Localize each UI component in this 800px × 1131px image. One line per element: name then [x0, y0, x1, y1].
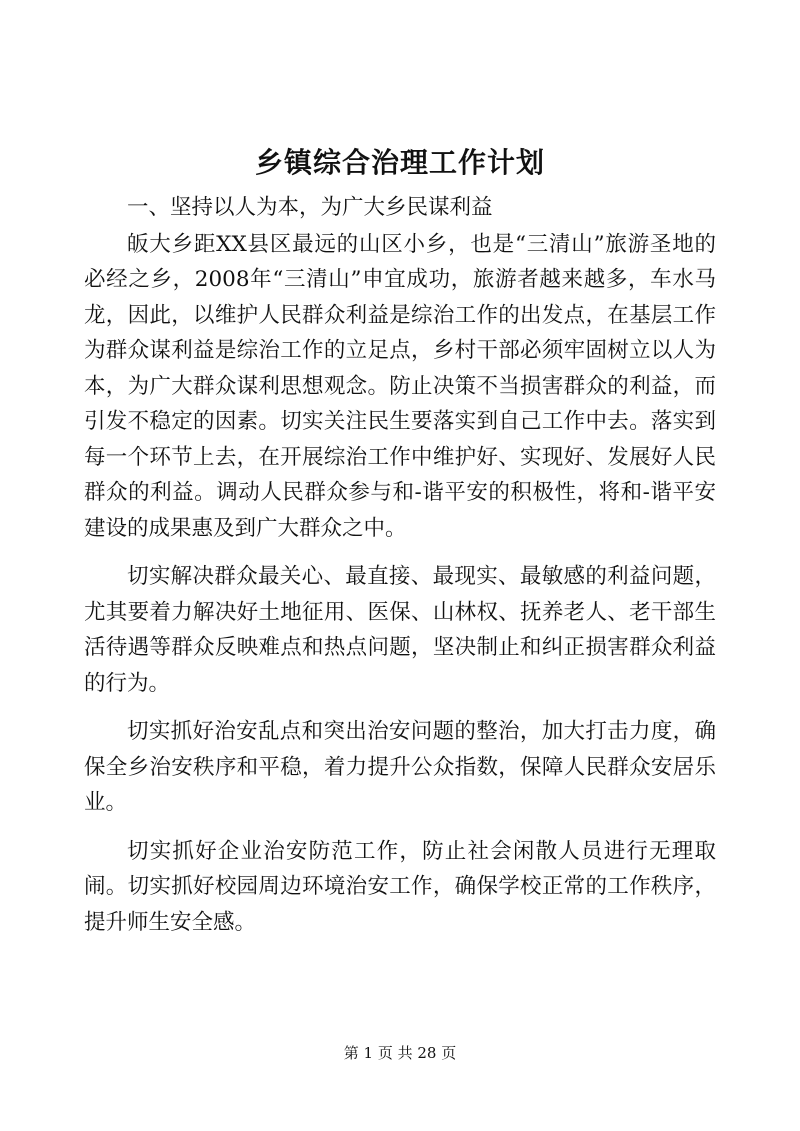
paragraph-3: 切实抓好治安乱点和突出治安问题的整治，加大打击力度，确保全乡治安秩序和平稳，着力提升公众指数，保障人民群众安居乐业。	[84, 719, 716, 815]
document-title: 乡镇综合治理工作计划	[254, 146, 545, 179]
document-body	[84, 190, 716, 940]
paragraph-1: 皈大乡距XX县区最远的山区小乡，也是“三清山”旅游圣地的必经之乡，2008年“三清山”申宜成功，旅游者越来越多，车水马龙，因此，以维护人民群众利益是综治工作的出发点，在基层工作为群众谋利益是综治工作的立足点，乡村干部必须牢固树立以人为本，为广大群众谋利思想观念。防止决策不当损害群众的利益，而引发不稳定的因素。切实关注民生要落实到自己工作中去。落实到每一个环节上去，在开展综治工作中维护好、实现好、发展好人民群众的利益。调动人民群众参与和-谐平安的积极性，将和-谐平安建设的成果惠及到广大群众之中。	[84, 231, 716, 541]
section-heading: 一、坚持以人为本，为广大乡民谋利益	[127, 195, 493, 220]
paragraph-2: 切实解决群众最关心、最直接、最现实、最敏感的利益问题，尤其要着力解决好土地征用、医保、山林权、抚养老人、老干部生活待遇等群众反映难点和热点问题，坚决制止和纠正损害群众利益的行为。	[84, 564, 716, 696]
paragraph-4: 切实抓好企业治安防范工作，防止社会闲散人员进行无理取闹。切实抓好校园周边环境治安工作，确保学校正常的工作秩序，提升师生安全感。	[84, 838, 716, 935]
page-number-footer: 第 1 页 共 28 页	[343, 1044, 457, 1062]
